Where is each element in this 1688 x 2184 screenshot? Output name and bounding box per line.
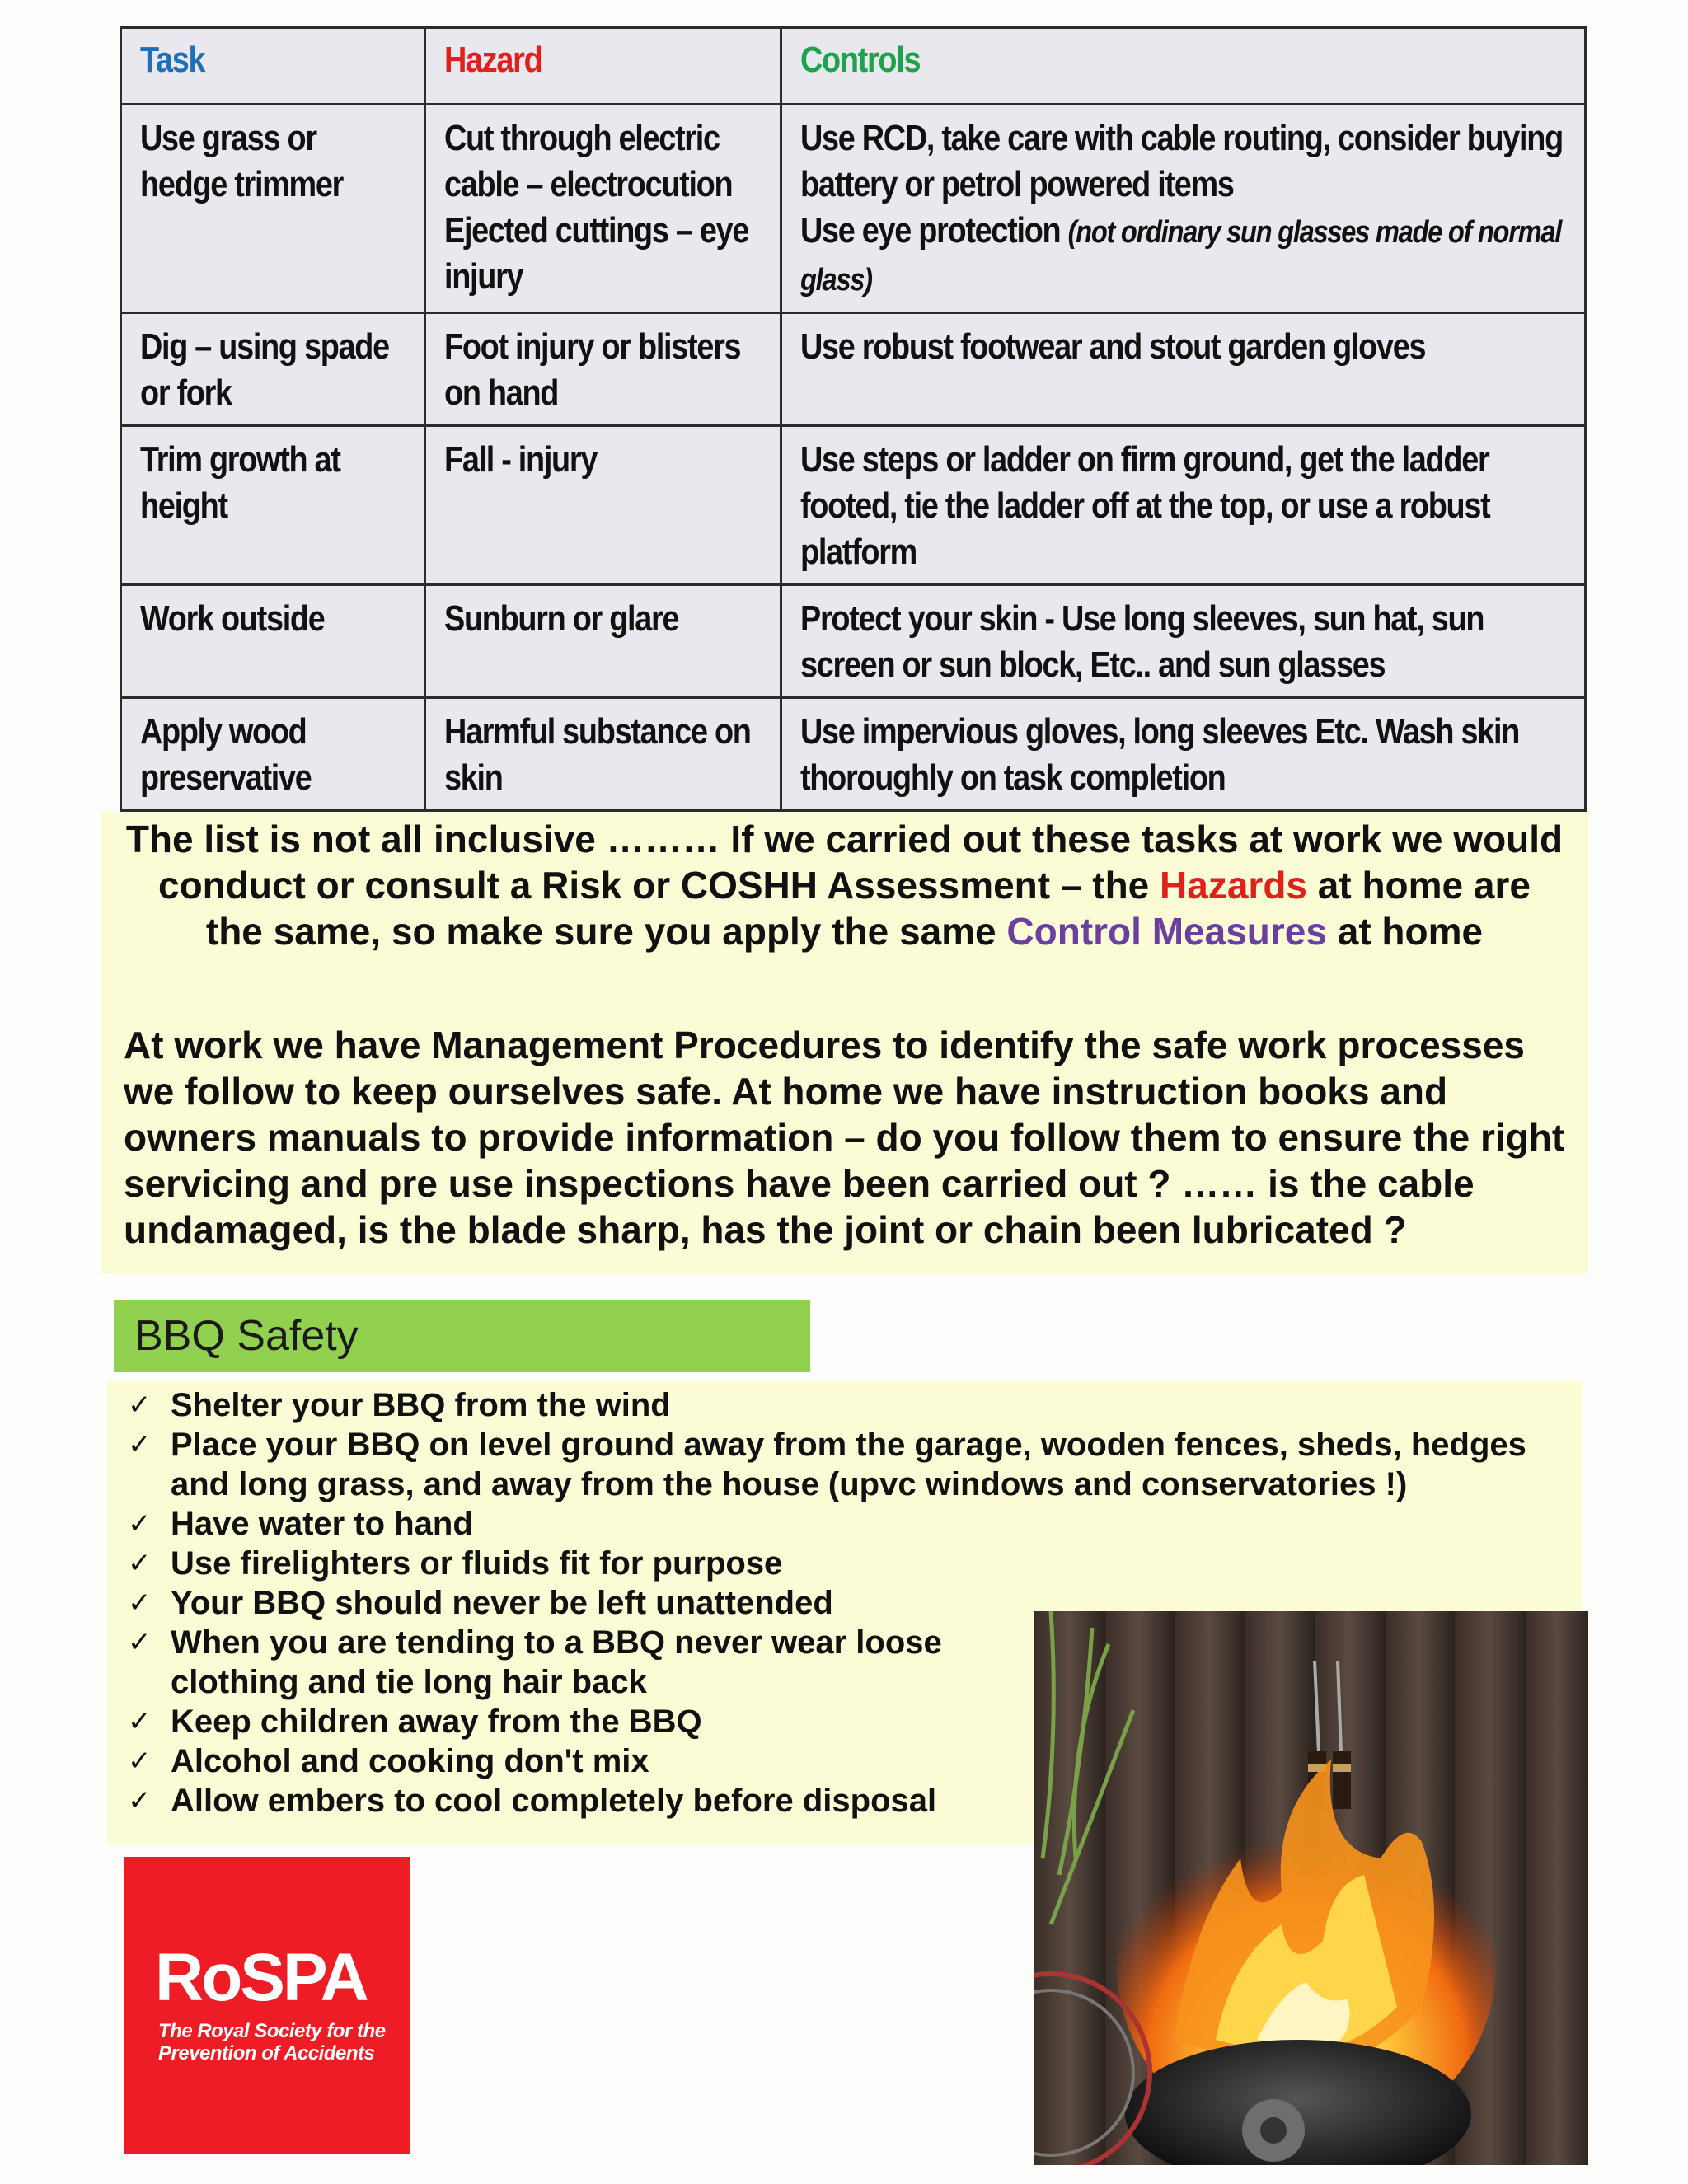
header-controls: Controls — [781, 28, 1586, 105]
hazard-cell: Foot injury or blisters on hand — [425, 313, 781, 426]
hazards-highlight: Hazards — [1160, 864, 1307, 907]
header-hazard: Hazard — [425, 28, 781, 105]
notice-body: At work we have Management Procedures to identify the safe work processes we follow to keep ourselves safe. At home we have instruction books and owners manuals to provide information – do you follow them to ensure the right servicing and pre use inspections have been carried out ? …… is the cable undamaged, is the blade sharp, has the joint or chain been lubricated ? — [124, 1024, 1565, 1251]
check-icon: ✓ — [128, 1705, 152, 1738]
task-cell: Apply wood preservative — [121, 698, 425, 811]
notice-text-a: The list is not all inclusive ……… If we carried out these tasks at work we would conduct or consult a Risk or COSHH Assessment – the — [125, 818, 1564, 907]
controls-cell: Protect your skin - Use long sleeves, sun hat, sun screen or sun block, Etc.. and sun glasses — [781, 585, 1586, 698]
controls-cell: Use impervious gloves, long sleeves Etc. Wash skin thoroughly on task completion — [781, 698, 1586, 811]
task-cell: Use grass or hedge trimmer — [121, 105, 425, 313]
controls-cell: Use steps or ladder on firm ground, get the ladder footed, tie the ladder off at the top, or use a robust platform — [781, 426, 1586, 585]
check-icon: ✓ — [128, 1626, 152, 1659]
controls-text-2: Use eye protection — [800, 210, 1061, 251]
notice-panel — [101, 812, 1588, 1273]
task-cell: Trim growth at height — [121, 426, 425, 585]
risk-assessment-table — [120, 26, 1587, 812]
controls-note: (not ordinary sun glasses made of normal glass) — [800, 215, 1562, 298]
notice-text-c: at home — [1337, 910, 1484, 953]
list-item: ✓ Shelter your BBQ from the wind — [128, 1387, 671, 1423]
notice-text-b: at home are the same, so make sure you apply the same — [205, 864, 1531, 953]
check-icon: ✓ — [128, 1389, 152, 1422]
controls-cell: Use robust footwear and stout garden gloves — [781, 313, 1586, 426]
table-row — [121, 585, 1586, 698]
controls-text: Use RCD, take care with cable routing, consider buying battery or petrol powered items — [800, 118, 1563, 204]
control-measures-highlight: Control Measures — [1006, 910, 1327, 953]
bbq-fire-photo — [1034, 1611, 1588, 2165]
table-row — [121, 426, 1586, 585]
task-cell: Work outside — [121, 585, 425, 698]
notice-intro — [125, 816, 1564, 954]
table-row — [121, 698, 1586, 811]
check-icon: ✓ — [128, 1745, 152, 1778]
list-item: ✓ Allow embers to cool completely before disposal — [128, 1783, 937, 1819]
rospa-wordmark: RoSPA — [155, 1940, 367, 2015]
rospa-logo — [124, 1857, 410, 2154]
check-icon: ✓ — [128, 1784, 152, 1817]
check-icon: ✓ — [128, 1547, 152, 1580]
bbq-heading-text: BBQ Safety — [134, 1312, 359, 1360]
task-cell: Dig – using spade or fork — [121, 313, 425, 426]
hazard-cell: Cut through electric cable – electrocution Ejected cuttings – eye injury — [425, 105, 781, 313]
list-item: ✓ Your BBQ should never be left unattended — [128, 1585, 833, 1621]
hazard-cell: Sunburn or glare — [425, 585, 781, 698]
controls-cell — [781, 105, 1586, 313]
check-icon: ✓ — [128, 1586, 152, 1619]
list-item: ✓ Place your BBQ on level ground away from the garage, wooden fences, sheds, hedges and long grass, and away from the house (upvc windows and conservatories !) — [128, 1427, 1526, 1502]
check-icon: ✓ — [128, 1428, 152, 1461]
list-item: ✓ Keep children away from the BBQ — [128, 1704, 702, 1740]
list-item: ✓ Alcohol and cooking don't mix — [128, 1743, 649, 1779]
hazard-cell: Harmful substance on skin — [425, 698, 781, 811]
hazard-cell: Fall - injury — [425, 426, 781, 585]
bbq-safety-heading — [114, 1300, 810, 1372]
check-icon: ✓ — [128, 1507, 152, 1540]
list-item: ✓ Use firelighters or fluids fit for purpose — [128, 1545, 783, 1582]
table-header-row — [121, 28, 1586, 105]
table-row — [121, 313, 1586, 426]
list-item: ✓ When you are tending to a BBQ never wear loose clothing and tie long hair back — [128, 1624, 942, 1700]
header-task: Task — [121, 28, 425, 105]
list-item: ✓ Have water to hand — [128, 1506, 473, 1542]
table-row — [121, 105, 1586, 313]
rospa-tagline: The Royal Society for the Prevention of Accidents — [158, 2020, 386, 2064]
